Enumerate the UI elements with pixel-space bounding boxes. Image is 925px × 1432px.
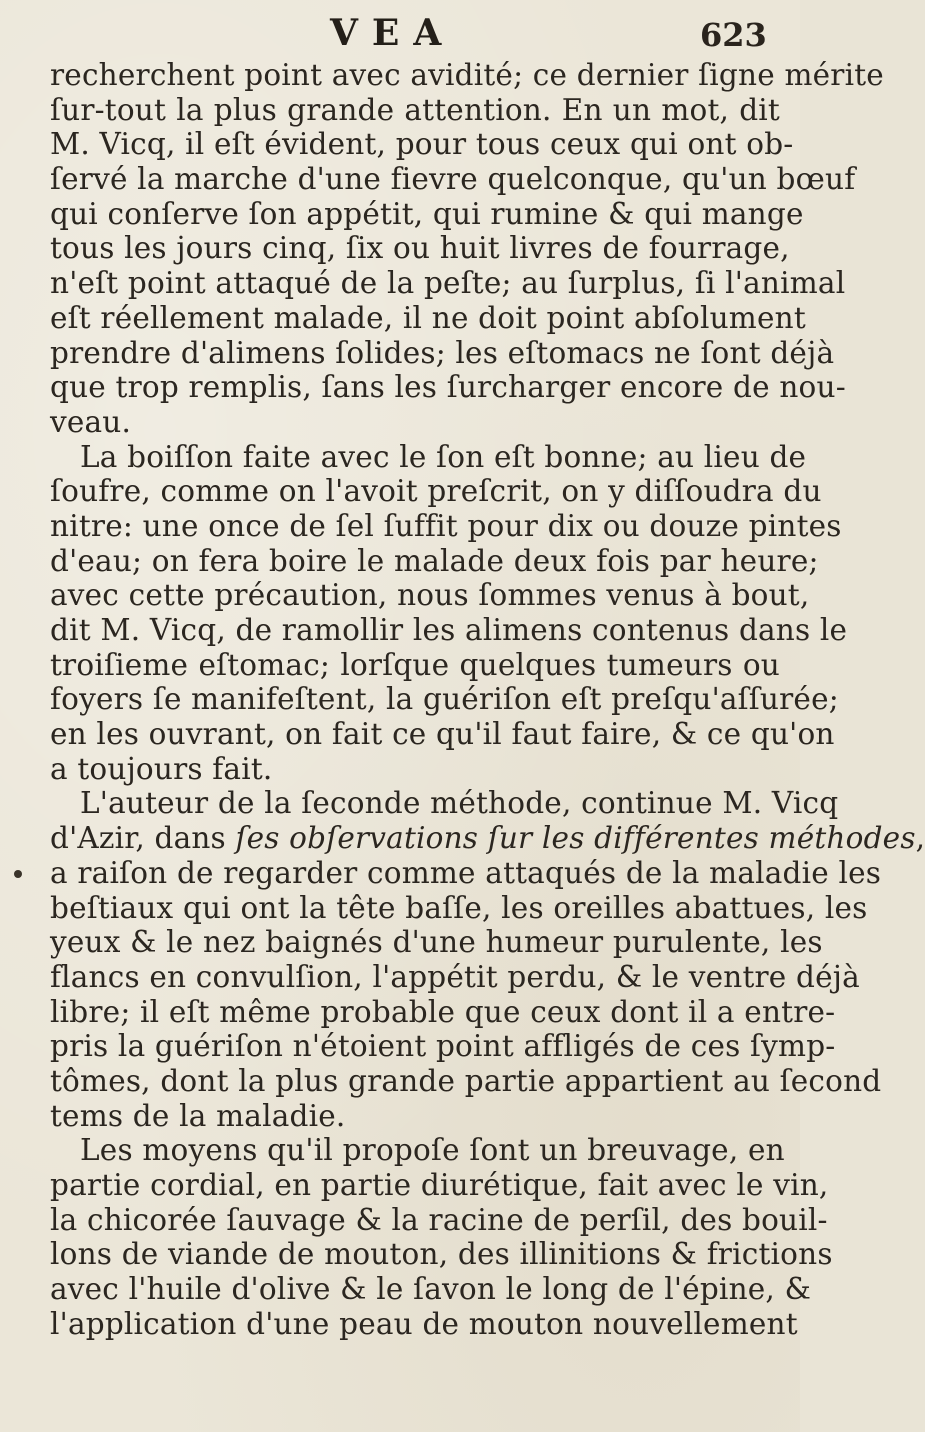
text-line: tems de la maladie. <box>50 1098 346 1133</box>
text-line: en les ouvrant, on fait ce qu'il faut faire, & ce qu'on <box>50 717 835 752</box>
text-line: prendre d'alimens ſolides; les eſtomacs ne ſont déjà <box>50 335 835 370</box>
paragraph-start: La boiſſon faite avec le ſon eſt bonne; au lieu de <box>80 439 807 474</box>
text-line: libre; il eſt même probable que ceux dont il a entre- <box>50 994 836 1029</box>
text-line: dit M. Vicq, de ramollir les alimens contenus dans le <box>50 613 848 647</box>
italic-title: ſes obſervations ſur les différentes méthodes <box>235 821 916 856</box>
text-line: d'eau; on fera boire le malade deux fois par heure; <box>50 543 819 578</box>
text-line: pris la guériſon n'étoient point affligés de ces ſymp- <box>50 1029 836 1064</box>
text-fragment: , <box>915 821 925 856</box>
text-line: a toujours fait. <box>50 751 273 786</box>
text-line: troiſieme eſtomac; lorſque quelques tumeurs ou <box>50 647 780 682</box>
text-line-with-italic <box>50 821 925 856</box>
text-line: eſt réellement malade, il ne doit point abſolument <box>50 300 806 335</box>
text-fragment: d'Azir, dans <box>50 821 236 856</box>
text-line: veau. <box>50 404 132 439</box>
body-text <box>50 58 925 1341</box>
text-line: ſur-tout la plus grande attention. En un mot, dit <box>50 92 780 127</box>
text-line: ſoufre, comme on l'avoit preſcrit, on y diſſoudra du <box>50 474 822 509</box>
text-line: beſtiaux qui ont la tête baſſe, les oreilles abattues, les <box>50 890 868 925</box>
text-line: l'application d'une peau de mouton nouvellement <box>50 1306 798 1341</box>
page-number: 623 <box>700 16 767 54</box>
text-line: recherchent point avec avidité; ce dernier ſigne mérite <box>50 58 884 92</box>
text-line: nitre: une once de ſel ſuffit pour dix ou douze pintes <box>50 508 842 543</box>
text-line: lons de viande de mouton, des illinitions & frictions <box>50 1237 833 1272</box>
paragraph-start: Les moyens qu'il propoſe ſont un breuvage, en <box>80 1133 785 1168</box>
running-head <box>0 12 800 58</box>
text-line: ſervé la marche d'une fievre quelconque, qu'un bœuf <box>50 162 856 197</box>
text-line: foyers ſe manifeſtent, la guériſon eſt preſqu'aſſurée; <box>50 682 839 717</box>
margin-ink-mark <box>14 870 22 878</box>
text-line: avec cette précaution, nous ſommes venus à bout, <box>50 578 810 613</box>
text-line: yeux & le nez baignés d'une humeur purulente, les <box>50 925 823 960</box>
text-line: avec l'huile d'olive & le ſavon le long de l'épine, & <box>50 1272 812 1307</box>
text-line: M. Vicq, il eſt évident, pour tous ceux qui ont ob- <box>50 127 794 162</box>
text-line: que trop remplis, ſans les ſurcharger encore de nou- <box>50 370 846 405</box>
text-line: qui conſerve ſon appétit, qui rumine & qui mange <box>50 196 804 231</box>
text-line: tous les jours cinq, ſix ou huit livres de fourrage, <box>50 231 790 266</box>
paragraph-start: L'auteur de la ſeconde méthode, continue M. Vicq <box>80 786 839 821</box>
text-line: a raiſon de regarder comme attaqués de la maladie les <box>50 855 882 890</box>
running-title: VEA <box>330 12 456 54</box>
text-line: flancs en convulſion, l'appétit perdu, & le ventre déjà <box>50 959 860 994</box>
text-line: partie cordial, en partie diurétique, fait avec le vin, <box>50 1168 829 1202</box>
text-line: tômes, dont la plus grande partie appartient au ſecond <box>50 1063 882 1098</box>
text-line: n'eſt point attaqué de la peſte; au ſurplus, ſi l'animal <box>50 266 846 301</box>
text-line: la chicorée ſauvage & la racine de perſil, des bouil- <box>50 1202 828 1237</box>
